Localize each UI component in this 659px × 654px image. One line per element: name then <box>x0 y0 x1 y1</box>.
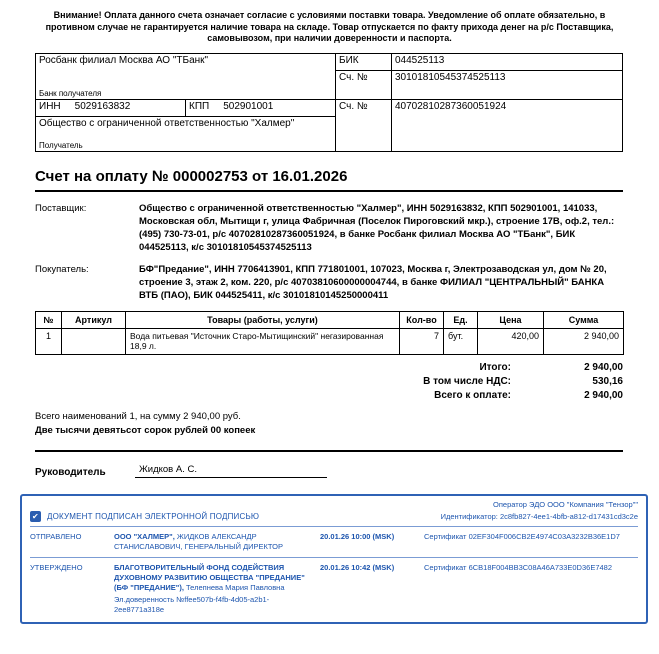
nds-value: 530,16 <box>592 375 623 387</box>
approved-party-person: Телепнева Мария Павловна <box>183 582 285 592</box>
e-signature-stamp <box>20 494 648 624</box>
buyer-row <box>35 263 623 302</box>
stamp-header <box>30 511 638 527</box>
col-qty: Кол-во <box>400 311 444 328</box>
itogo-label: Итого: <box>479 361 511 373</box>
corr-account-label: Сч. № <box>336 70 392 99</box>
item-sum: 2 940,00 <box>544 328 624 354</box>
col-goods: Товары (работы, услуги) <box>126 311 400 328</box>
director-name: Жидков А. С. <box>135 464 327 478</box>
corr-account-value: 30101810545374525113 <box>392 70 623 99</box>
sent-datetime: 20.01.26 10:00 (MSK) <box>320 531 395 541</box>
item-num: 1 <box>36 328 62 354</box>
bank-cell <box>36 53 336 99</box>
due-label: Всего к оплате: <box>434 389 511 401</box>
supplier-label: Поставщик: <box>35 202 87 214</box>
buyer-details: БФ"Предание", ИНН 7706413901, КПП 771801001, 107023, Москва г, Электрозаводская ул, дом № 20, строение 3, этаж 2, ком. 220, р/с 40703810600000004744, в банке ФИЛИАЛ "ЦЕНТРАЛЬНЫЙ" БАНКА ВТБ (ПАО), БИК 044525411, к/с 30101810145250000411 <box>139 263 607 301</box>
stamp-identifier <box>441 512 638 521</box>
buyer-label: Покупатель: <box>35 263 89 275</box>
bik-label: БИК <box>336 53 392 70</box>
item-qty: 7 <box>400 328 444 354</box>
bik-value: 044525113 <box>392 53 623 70</box>
payee-account-value: 40702810287360051924 <box>392 99 623 151</box>
sent-party <box>114 532 312 552</box>
supplier-row <box>35 202 623 254</box>
identifier-value: 2c8fb827-4ee1-4bfb-a812-d17431cd3c2e <box>499 511 638 521</box>
approved-party <box>114 563 312 615</box>
item-unit: бут. <box>444 328 478 354</box>
payee-label: Получатель <box>39 140 83 150</box>
power-of-attorney: Эл.доверенность №ffee507b-f4fb-4d05-a2b1-2ee8771a318e <box>114 594 270 614</box>
invoice-content <box>35 53 623 478</box>
stamp-title: ДОКУМЕНТ ПОДПИСАН ЭЛЕКТРОННОЙ ПОДПИСЬЮ <box>47 511 260 521</box>
approved-party-line <box>114 563 312 593</box>
col-articul: Артикул <box>62 311 126 328</box>
sent-party-name: ООО "ХАЛМЕР", <box>114 531 175 541</box>
title-divider <box>35 190 623 192</box>
col-sum: Сумма <box>544 311 624 328</box>
approved-cert-label: Сертификат <box>424 562 467 572</box>
signature-icon: ✔ <box>30 511 41 522</box>
payee-account-label: Сч. № <box>336 99 392 151</box>
edo-operator: Оператор ЭДО ООО "Компания "Тензор"" <box>493 499 638 509</box>
inn-label: ИНН <box>39 100 61 112</box>
amount-in-words: Две тысячи девятьсот сорок рублей 00 копеек <box>35 424 256 436</box>
inn-cell <box>36 99 186 116</box>
payee-name: Общество с ограниченной ответственностью "Халмер" <box>39 117 295 129</box>
payment-warning: Внимание! Оплата данного счета означает согласие с условиями поставки товара. Уведомление об оплате обязательно, в противном случае не гарантируется наличие товара на складе. Товар отпускается по факту прихода денег на р/с Поставщика, самовывозом, при наличии доверенности и паспорта. <box>45 10 614 43</box>
approved-cert-value: 6CB18F004BB3C08A46A733E0D36E7482 <box>468 562 613 572</box>
col-unit: Ед. <box>444 311 478 328</box>
stamp-row-approved <box>30 558 638 617</box>
col-num: № <box>36 311 62 328</box>
approved-party-name: БЛАГОТВОРИТЕЛЬНЫЙ ФОНД СОДЕЙСТВИЯ ДУХОВНОМУ РАЗВИТИЮ ОБЩЕСТВА "ПРЕДАНИЕ" (БФ "ПРЕДАНИЕ"), <box>114 562 305 592</box>
total-itogo <box>35 362 623 373</box>
supplier-details: Общество с ограниченной ответственностью "Халмер", ИНН 5029163832, КПП 502901001, 141033, Московская обл, Мытищи г, улица Фабричная (Поселок Пироговский мкр.), строение 17В, оф.2, тел.: (495) 730-73-01, р/с 40702810287360051924, в банке Росбанк филиал Москва АО "ТБанк", БИК 044525113, к/с 30101810545374525113 <box>139 202 615 253</box>
sent-cert-label: Сертификат <box>424 531 467 541</box>
totals-block <box>35 362 623 401</box>
payee-cell <box>36 116 336 151</box>
approved-datetime: 20.01.26 10:42 (MSK) <box>320 562 395 572</box>
signature-row <box>35 464 623 478</box>
approved-certificate <box>424 563 638 615</box>
kpp-cell <box>186 99 336 116</box>
bank-requisites-table <box>35 53 623 152</box>
sent-party-person: ЖИДКОВ АЛЕКСАНДР СТАНИСЛАВОВИЧ, ГЕНЕРАЛЬНЫЙ ДИРЕКТОР <box>114 531 283 551</box>
due-value: 2 940,00 <box>584 389 623 401</box>
total-nds <box>35 376 623 387</box>
items-header-row <box>36 311 624 328</box>
itogo-value: 2 940,00 <box>584 361 623 373</box>
signature-divider <box>35 450 623 452</box>
director-label: Руководитель <box>35 466 106 478</box>
sent-status: ОТПРАВЛЕНО <box>30 531 82 541</box>
table-row <box>36 328 624 354</box>
approved-status: УТВЕРЖДЕНО <box>30 562 83 572</box>
item-name: Вода питьевая "Источник Старо-Мытищинский" негазированная 18,9 л. <box>126 328 400 354</box>
inn-value: 5029163832 <box>74 100 131 112</box>
items-summary: Всего наименований 1, на сумму 2 940,00 руб. <box>35 410 241 422</box>
col-price: Цена <box>478 311 544 328</box>
kpp-value: 502901001 <box>223 100 274 112</box>
bank-name-label: Банк получателя <box>39 88 102 98</box>
total-due <box>35 390 623 401</box>
kpp-label: КПП <box>189 100 210 112</box>
sent-cert-value: 02EF304F006CB2E4974C03A3232B36E1D7 <box>468 531 620 541</box>
item-articul <box>62 328 126 354</box>
items-table <box>35 311 624 355</box>
stamp-title-wrap <box>30 511 259 522</box>
invoice-title: Счет на оплату № 000002753 от 16.01.2026 <box>35 167 348 185</box>
item-price: 420,00 <box>478 328 544 354</box>
stamp-row-sent <box>30 527 638 558</box>
identifier-label: Идентификатор: <box>440 511 498 521</box>
sent-certificate <box>424 532 638 552</box>
bank-name: Росбанк филиал Москва АО "ТБанк" <box>39 54 209 66</box>
nds-label: В том числе НДС: <box>423 375 511 387</box>
